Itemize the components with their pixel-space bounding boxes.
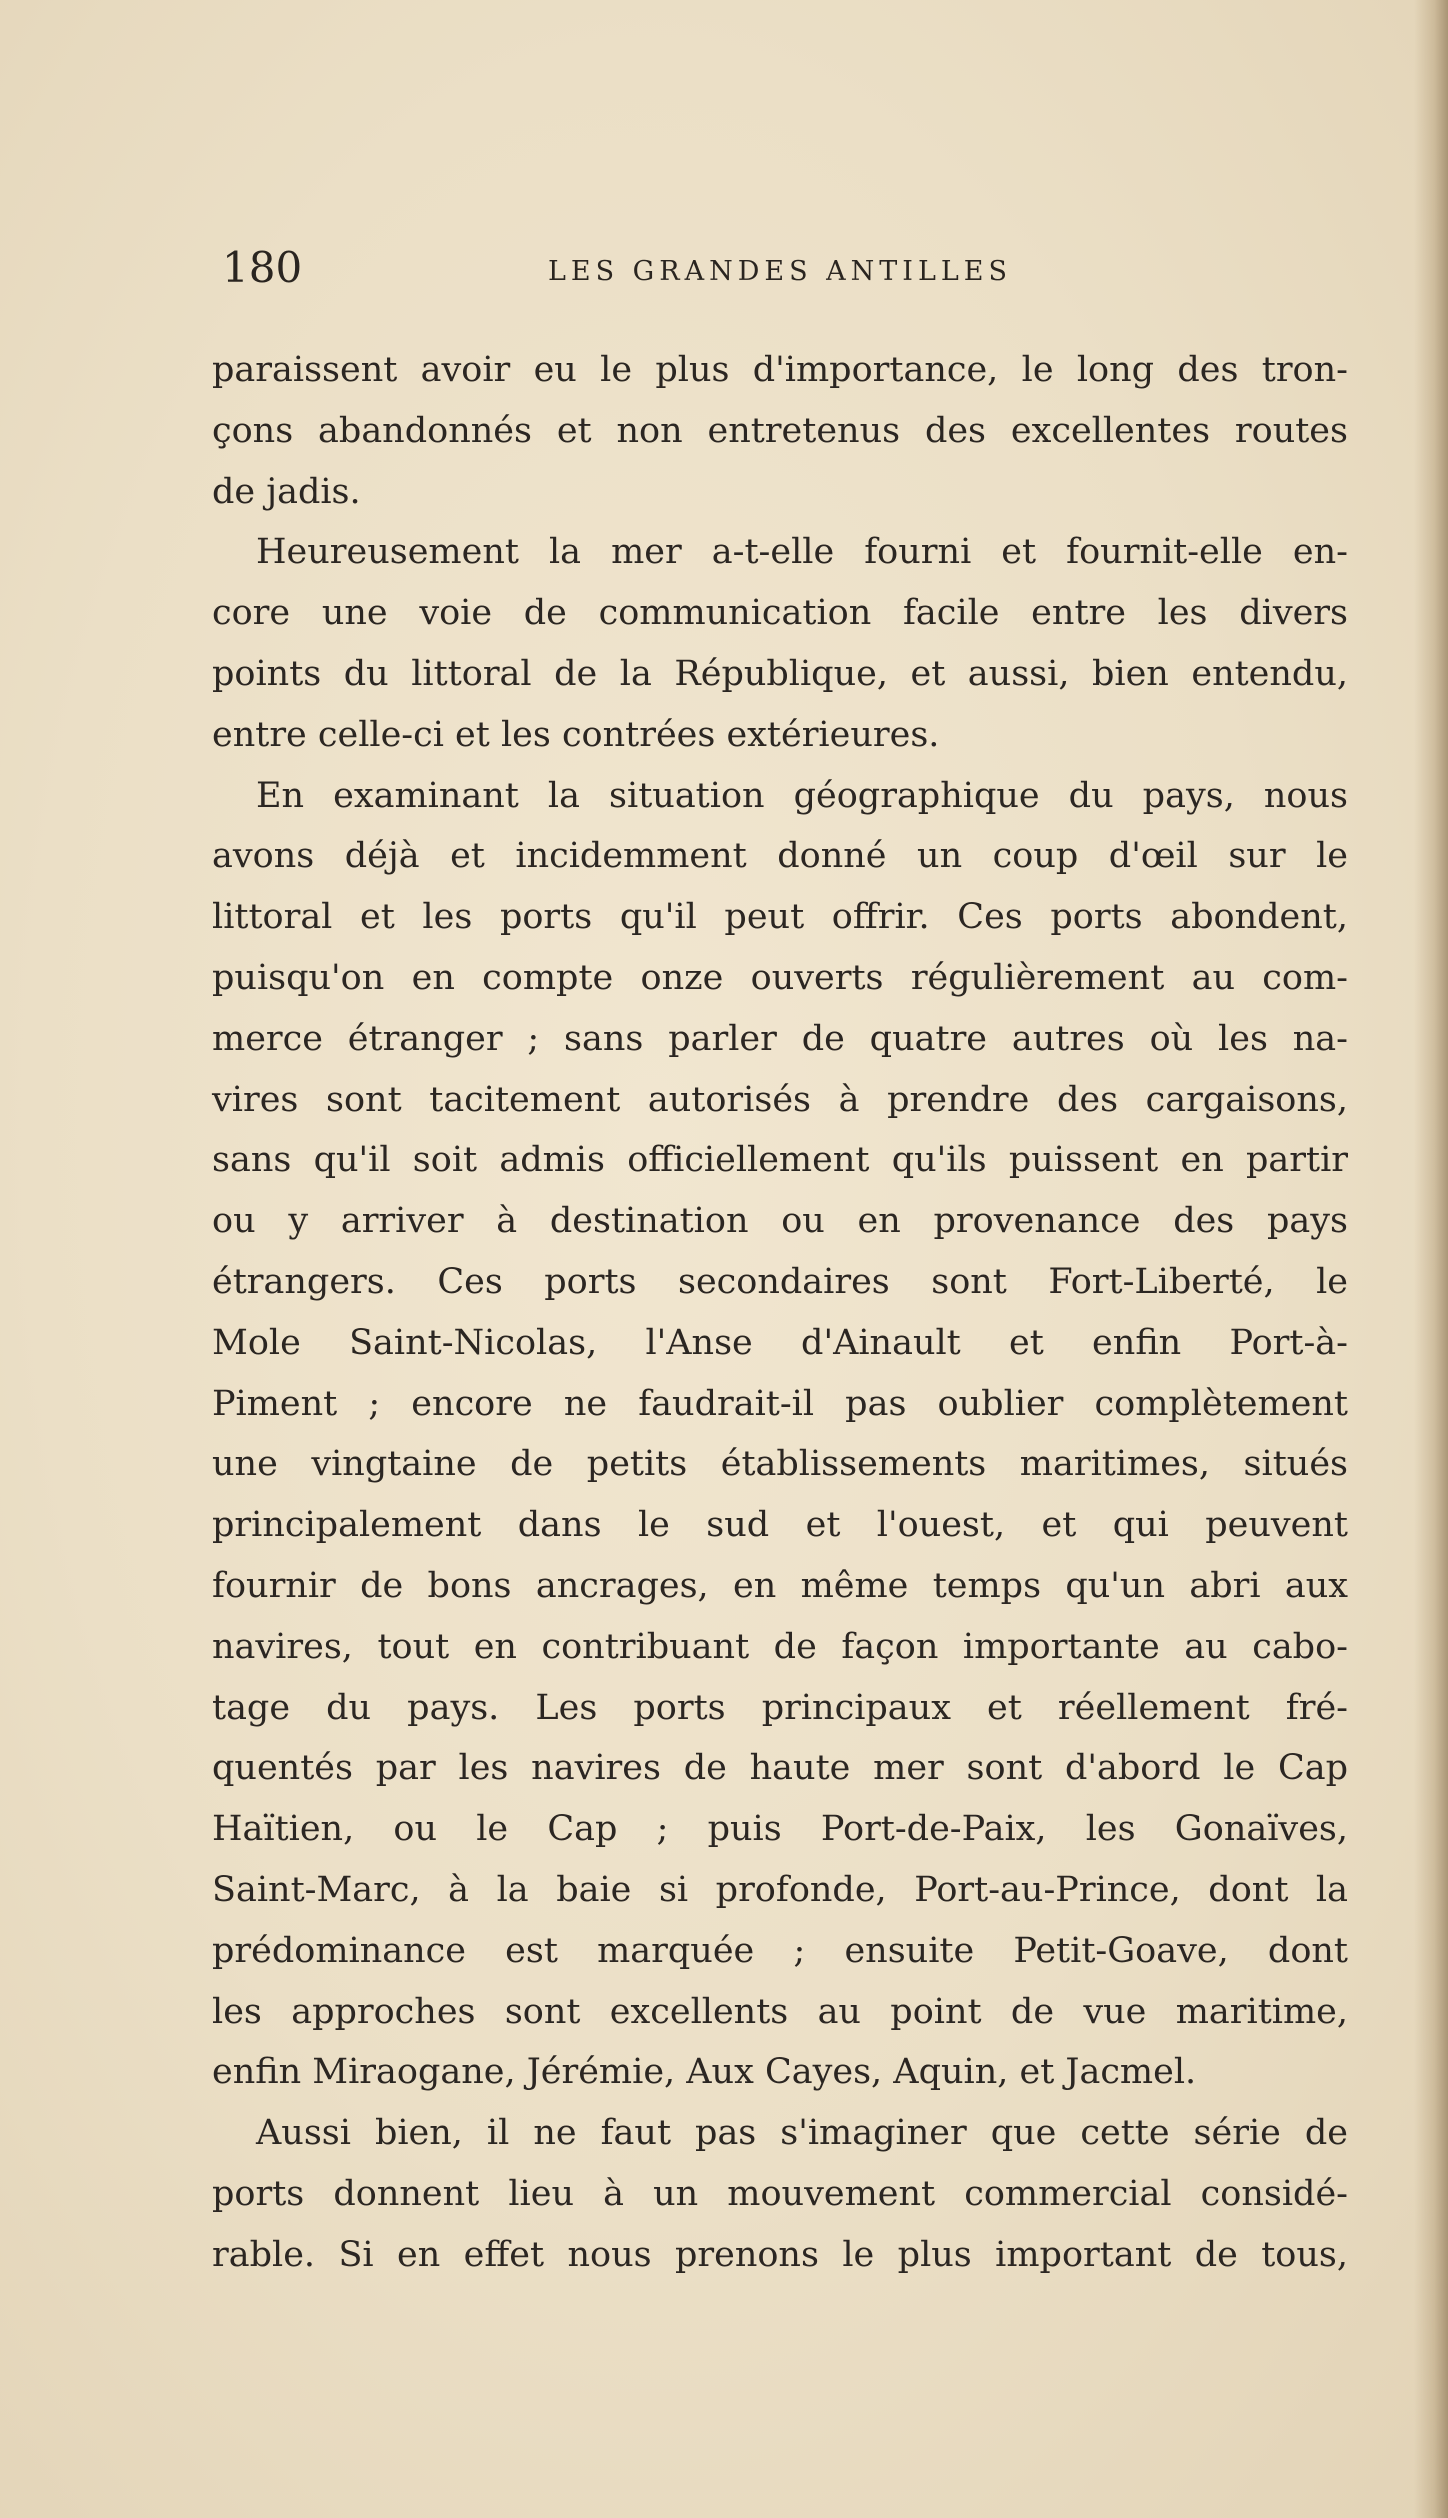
text-line: sans qu'il soit admis officiellement qu'ils puissent en partir	[212, 1140, 1348, 1181]
text-line: quentés par les navires de haute mer sont d'abord le Cap	[212, 1748, 1348, 1789]
text-line: Piment ; encore ne faudrait-il pas oublier complètement	[212, 1383, 1348, 1424]
running-title: LES GRANDES ANTILLES	[547, 256, 1013, 287]
text-line: points du littoral de la République, et aussi, bien entendu,	[212, 653, 1348, 694]
page-header	[210, 238, 1350, 298]
text-line: Mole Saint-Nicolas, l'Anse d'Ainault et enfin Port-à-	[212, 1322, 1348, 1363]
text-line: tage du pays. Les ports principaux et réellement fré-	[212, 1687, 1348, 1728]
text-line: paraissent avoir eu le plus d'importance, le long des tron-	[212, 350, 1348, 390]
text-line: les approches sont excellents au point de vue maritime,	[212, 1991, 1348, 2032]
text-line: navires, tout en contribuant de façon importante au cabo-	[212, 1626, 1348, 1667]
text-line: core une voie de communication facile entre les divers	[212, 593, 1348, 634]
text-line: avons déjà et incidemment donné un coup d'œil sur le	[212, 836, 1348, 877]
text-line: rable. Si en effet nous prenons le plus important de tous,	[212, 2234, 1348, 2275]
text-line: principalement dans le sud et l'ouest, et qui peuvent	[212, 1505, 1348, 1546]
text-line: puisqu'on en compte onze ouverts régulièrement au com-	[212, 957, 1348, 998]
page-number: 180	[222, 243, 303, 292]
text-line: merce étranger ; sans parler de quatre autres où les na-	[212, 1018, 1348, 1059]
text-line: enfin Miraogane, Jérémie, Aux Cayes, Aquin, et Jacmel.	[212, 2052, 1197, 2093]
text-line: çons abandonnés et non entretenus des excellentes routes	[212, 410, 1348, 451]
text-line: vires sont tacitement autorisés à prendre des cargaisons,	[212, 1079, 1348, 1120]
text-line: ports donnent lieu à un mouvement commercial considé-	[212, 2173, 1348, 2214]
text-line: prédominance est marquée ; ensuite Petit-Goave, dont	[212, 1930, 1348, 1971]
text-line: de jadis.	[212, 471, 361, 512]
page-edge-shadow	[1414, 0, 1448, 2518]
text-line: Aussi bien, il ne faut pas s'imaginer que cette série de	[256, 2113, 1348, 2154]
text-line: Haïtien, ou le Cap ; puis Port-de-Paix, les Gonaïves,	[212, 1809, 1348, 1850]
text-line: une vingtaine de petits établissements maritimes, situés	[212, 1444, 1348, 1485]
text-line: littoral et les ports qu'il peut offrir. Ces ports abondent,	[212, 897, 1348, 938]
text-line: fournir de bons ancrages, en même temps qu'un abri aux	[212, 1565, 1348, 1606]
text-line: étrangers. Ces ports secondaires sont Fort-Liberté, le	[212, 1261, 1348, 1302]
text-line: entre celle-ci et les contrées extérieures.	[212, 714, 940, 755]
text-line: Heureusement la mer a-t-elle fourni et fournit-elle en-	[256, 532, 1348, 573]
text-line: Saint-Marc, à la baie si profonde, Port-au-Prince, dont la	[212, 1869, 1348, 1910]
text-line: En examinant la situation géographique du pays, nous	[256, 775, 1348, 816]
body-text	[212, 340, 1348, 2286]
text-line: ou y arriver à destination ou en provenance des pays	[212, 1201, 1348, 1242]
